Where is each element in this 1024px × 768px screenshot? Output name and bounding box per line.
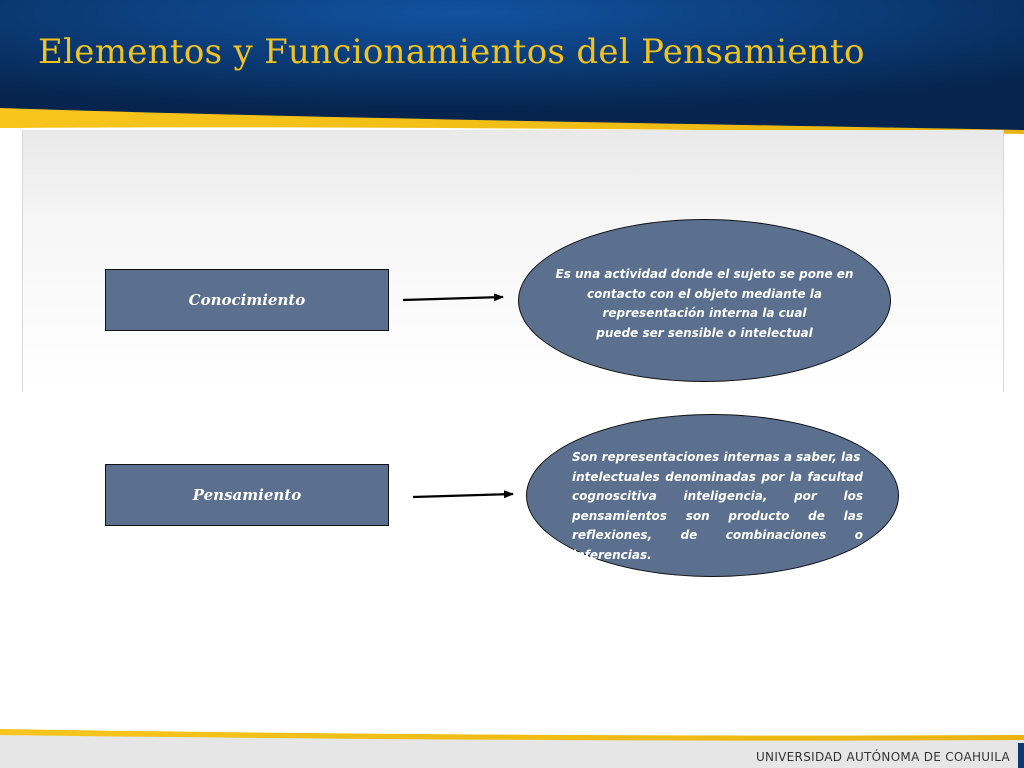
definition-line: puede ser sensible o intelectual xyxy=(596,325,813,340)
definition-line: representación interna la cual xyxy=(602,306,807,320)
definition-line: reflexiones, de combinaciones o inferencias. xyxy=(572,528,863,562)
concept-label: Pensamiento xyxy=(192,486,302,504)
concept-label: Conocimiento xyxy=(188,291,306,309)
definition-line: contacto con el objeto mediante la xyxy=(586,286,822,301)
footer-university-name: UNIVERSIDAD AUTÓNOMA DE COAHUILA xyxy=(755,750,1010,764)
definition-line: Son representaciones internas a saber, las xyxy=(572,450,861,464)
definition-text-conocimiento xyxy=(540,265,869,343)
definition-line: intelectuales denominadas por la facultad xyxy=(572,469,863,484)
definition-text-pensamiento xyxy=(572,448,863,565)
definition-line: Es una actividad donde el sujeto se pone en xyxy=(555,267,854,281)
arrow-pensamiento xyxy=(413,494,513,497)
arrow-conocimiento xyxy=(403,297,503,300)
definition-line: pensamientos son producto de las xyxy=(572,508,863,523)
slide-title: Elementos y Funcionamientos del Pensamiento xyxy=(38,32,865,72)
definition-line: cognoscitiva inteligencia, por los xyxy=(572,489,863,503)
